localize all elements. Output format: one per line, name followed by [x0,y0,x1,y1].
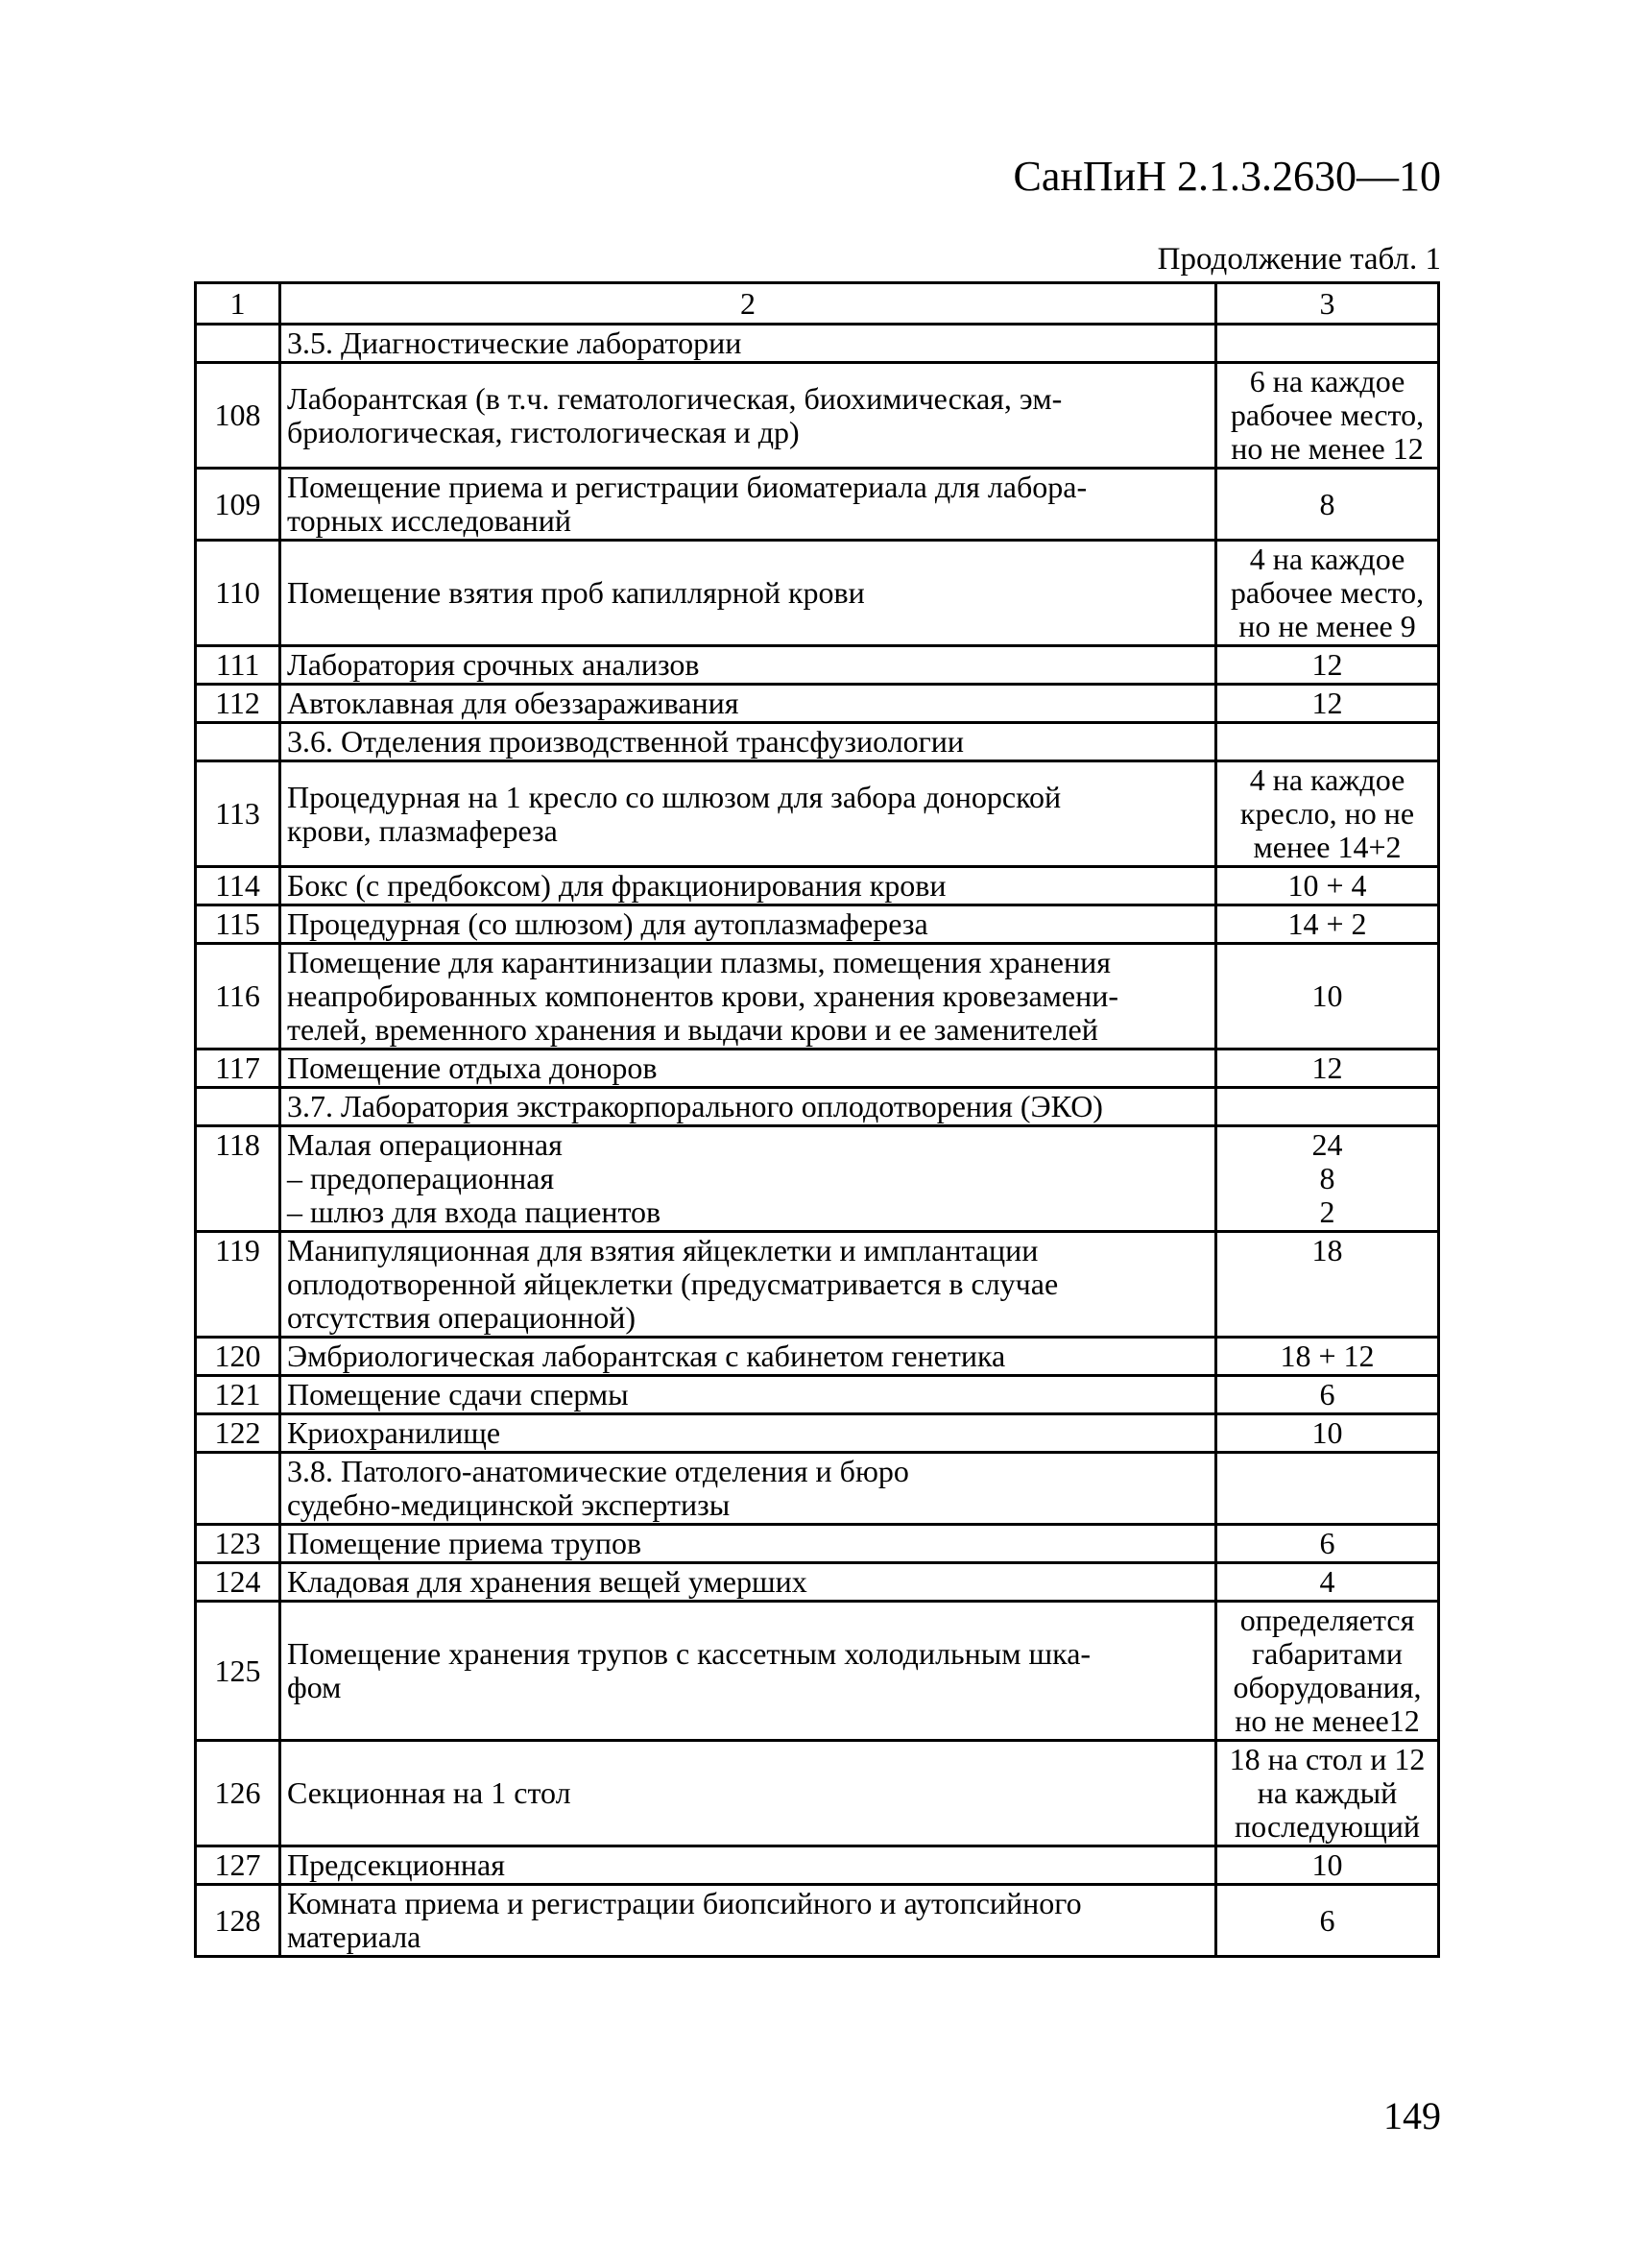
table-row [196,1885,1439,1957]
row-number [196,1088,280,1126]
area-norm-line: габаритами [1252,1636,1403,1671]
table-row [196,1376,1439,1414]
area-norm [1216,363,1439,469]
room-name-line: – предоперационная [287,1161,555,1195]
area-norm-line [1223,1472,1431,1506]
row-number [196,325,280,363]
row-number: 116 [196,944,280,1050]
table-row [196,541,1439,646]
area-norm-line: 12 [1311,686,1343,720]
room-name-line: судебно-медицинской экспертизы [287,1487,731,1522]
room-name [280,867,1216,905]
row-number: 121 [196,1376,280,1414]
area-norm-line: определяется [1239,1603,1415,1637]
row-number: 126 [196,1741,280,1846]
area-norm-line: 6 на каждое [1249,364,1405,398]
area-norm [1216,1376,1439,1414]
area-norm [1216,1338,1439,1376]
room-name [280,1088,1216,1126]
room-name-line: Лаборатория срочных анализов [287,647,700,682]
room-name-line: материала [287,1919,421,1954]
section-row [196,1088,1439,1126]
room-name [280,1338,1216,1376]
document-code: СанПиН 2.1.3.2630—10 [1013,153,1441,200]
area-norm-line: 10 [1311,978,1343,1013]
area-norm-line: на каждый [1257,1775,1398,1810]
area-norm-line: 4 [1319,1564,1335,1599]
room-name-line: фом [287,1670,342,1704]
room-name [280,723,1216,761]
room-name [280,685,1216,723]
room-name-line: Бокс (с предбоксом) для фракционирования крови [287,868,947,903]
area-norm-line: 18 [1311,1233,1343,1267]
table-row [196,905,1439,944]
room-name-line: бриологическая, гистологическая и др) [287,414,800,449]
area-norm-line: менее 14+2 [1253,830,1402,864]
row-number: 108 [196,363,280,469]
area-norm [1216,541,1439,646]
area-norm-line: 18 + 12 [1280,1339,1375,1373]
room-name [280,1050,1216,1088]
room-name [280,325,1216,363]
table-row [196,646,1439,685]
room-name-line: Малая операционная [287,1127,563,1162]
area-norm [1216,1088,1439,1126]
area-norm-line: 4 на каждое [1249,542,1405,576]
area-norm-line: 2 [1319,1194,1335,1229]
room-name-line: 3.7. Лаборатория экстракорпорального оплодотворения (ЭКО) [287,1089,1103,1123]
room-name-line: оплодотворенной яйцеклетки (предусматривается в случае [287,1267,1059,1301]
section-row [196,1453,1439,1525]
row-number: 122 [196,1414,280,1453]
area-norm [1216,325,1439,363]
section-row [196,325,1439,363]
room-name [280,1126,1216,1232]
room-name-line: Криохранилище [287,1415,501,1450]
room-name-line: торных исследований [287,503,572,538]
table-row [196,469,1439,541]
table-row [196,761,1439,867]
room-name-line: Процедурная (со шлюзом) для аутоплазмафереза [287,906,928,941]
table-continuation-note: Продолжение табл. 1 [1157,242,1441,277]
area-norm [1216,944,1439,1050]
premises-table [194,281,1440,1958]
table-row [196,1525,1439,1563]
table-row [196,944,1439,1050]
table-row [196,363,1439,469]
area-norm [1216,1602,1439,1741]
table-header-row [196,283,1439,325]
row-number: 124 [196,1563,280,1602]
row-number: 125 [196,1602,280,1741]
room-name [280,1414,1216,1453]
room-name-line: Лаборантская (в т.ч. гематологическая, биохимическая, эм- [287,380,1063,416]
area-norm-line: но не менее 9 [1238,609,1416,643]
area-norm-line: 18 на стол и 12 [1229,1742,1426,1776]
room-name-line: 3.5. Диагностические лаборатории [287,326,742,360]
room-name-line: Помещение приема трупов [287,1526,642,1560]
room-name [280,1885,1216,1957]
table-row [196,1126,1439,1232]
room-name-line: Помещение сдачи спермы [287,1377,629,1411]
area-norm [1216,1846,1439,1885]
area-norm [1216,1453,1439,1525]
room-name-line: Помещение взятия проб капиллярной крови [287,575,865,610]
room-name-line: Помещение хранения трупов с кассетным холодильным шка- [287,1636,1092,1671]
room-name [280,761,1216,867]
area-norm [1216,1232,1439,1338]
column-header: 3 [1216,283,1439,325]
room-name [280,1376,1216,1414]
row-number: 115 [196,905,280,944]
room-name-line: Помещение отдыха доноров [287,1050,658,1085]
room-name-line: Помещение приема и регистрации биоматериала для лабора- [287,470,1088,504]
room-name [280,541,1216,646]
area-norm-line: 12 [1311,647,1343,682]
row-number: 120 [196,1338,280,1376]
room-name [280,1741,1216,1846]
table-row [196,1414,1439,1453]
area-norm-line: 6 [1319,1526,1335,1560]
row-number: 117 [196,1050,280,1088]
room-name [280,1453,1216,1525]
row-number: 119 [196,1232,280,1338]
area-norm [1216,1126,1439,1232]
area-norm-line: 12 [1311,1050,1343,1085]
room-name-line: отсутствия операционной) [287,1300,636,1335]
room-name-line: Автоклавная для обеззараживания [287,686,739,720]
area-norm-line: оборудования, [1233,1670,1422,1704]
table-row [196,1338,1439,1376]
area-norm-line: 6 [1319,1377,1335,1411]
room-name-line: Процедурная на 1 кресло со шлюзом для забора донорской [287,779,1062,814]
row-number: 123 [196,1525,280,1563]
area-norm-line: 6 [1319,1902,1335,1938]
area-norm-line: кресло, но не [1239,796,1415,831]
room-name [280,469,1216,541]
area-norm-line: 8 [1319,486,1335,521]
area-norm [1216,761,1439,867]
area-norm-line: 4 на каждое [1249,762,1405,797]
area-norm [1216,723,1439,761]
area-norm [1216,1525,1439,1563]
row-number: 111 [196,646,280,685]
row-number: 114 [196,867,280,905]
row-number [196,723,280,761]
room-name [280,1232,1216,1338]
room-name-line: Помещение для карантинизации плазмы, помещения хранения [287,945,1111,979]
row-number [196,1453,280,1525]
area-norm-line: 14 + 2 [1287,906,1367,941]
room-name-line: Манипуляционная для взятия яйцеклетки и имплантации [287,1233,1039,1267]
table-row [196,1050,1439,1088]
area-norm-line: рабочее место, [1230,575,1425,610]
room-name [280,363,1216,469]
area-norm-line: 8 [1319,1161,1335,1195]
area-norm [1216,905,1439,944]
area-norm [1216,685,1439,723]
area-norm [1216,1414,1439,1453]
area-norm-line: 10 [1311,1847,1343,1882]
room-name [280,905,1216,944]
room-name-line: 3.6. Отделения производственной трансфузиологии [287,724,965,759]
row-number: 118 [196,1126,280,1232]
area-norm-line [1223,1090,1431,1123]
area-norm-line: 10 + 4 [1287,868,1367,903]
area-norm [1216,469,1439,541]
area-norm-line: 10 [1311,1415,1343,1450]
area-norm-line: но не менее 12 [1231,431,1424,466]
area-norm-line: но не менее12 [1235,1703,1420,1738]
room-name-line: – шлюз для входа пациентов [287,1194,661,1229]
area-norm [1216,1050,1439,1088]
area-norm-line [1223,326,1431,360]
area-norm [1216,867,1439,905]
area-norm [1216,1563,1439,1602]
room-name-line: Секционная на 1 стол [287,1775,571,1810]
row-number: 110 [196,541,280,646]
room-name [280,1563,1216,1602]
room-name [280,1602,1216,1741]
area-norm-line: 24 [1311,1127,1343,1162]
row-number: 109 [196,469,280,541]
table-row [196,685,1439,723]
column-header: 1 [196,283,280,325]
area-norm-line: рабочее место, [1230,398,1425,432]
room-name-line: неапробированных компонентов крови, хранения кровезамени- [287,978,1119,1013]
row-number: 112 [196,685,280,723]
area-norm-line [1223,725,1431,759]
room-name-line: телей, временного хранения и выдачи крови и ее заменителей [287,1012,1098,1047]
row-number: 113 [196,761,280,867]
room-name-line: 3.8. Патолого-анатомические отделения и бюро [287,1454,909,1488]
room-name-line: Кладовая для хранения вещей умерших [287,1564,807,1599]
room-name [280,1846,1216,1885]
section-row [196,723,1439,761]
row-number: 128 [196,1885,280,1957]
column-header: 2 [280,283,1216,325]
room-name [280,646,1216,685]
room-name-line: Комната приема и регистрации биопсийного и аутопсийного [287,1886,1082,1920]
table-row [196,1563,1439,1602]
area-norm-line: последующий [1235,1809,1420,1844]
table-row [196,1741,1439,1846]
table-row [196,1602,1439,1741]
room-name-line: Эмбриологическая лаборантская с кабинетом генетика [287,1339,1006,1373]
room-name-line: крови, плазмафереза [287,812,558,848]
page-number: 149 [1383,2094,1441,2137]
room-name [280,1525,1216,1563]
table-row [196,1846,1439,1885]
room-name-line: Предсекционная [287,1847,505,1882]
area-norm [1216,1741,1439,1846]
table-row [196,1232,1439,1338]
area-norm [1216,646,1439,685]
table-row [196,867,1439,905]
area-norm [1216,1885,1439,1957]
row-number: 127 [196,1846,280,1885]
room-name [280,944,1216,1050]
